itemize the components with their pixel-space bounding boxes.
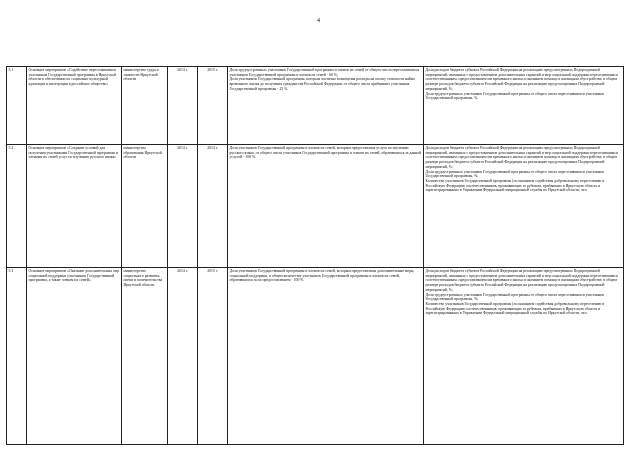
row-number: 5.3 <box>7 268 27 445</box>
indicators: Доля расходов бюджета субъекта Российской Федерации на реализацию предусмотренных Подпрограммой мероприятий, связанных с предоставлением дополнительных гарантий и мер социальной поддержки переселившимся соотечественникам, предоставлением им временного жилья и оказанием помощи в жилищном обустройстве, в общем размере расходов бюджета субъекта Российской Федерации на реализацию предусмотренных Подпрограммой мероприятий, %; Доля трудоустроенных участников Государственной программы от общего числа переселившихся участников Государственной программы, %; Количество участников Государственной программы (за оказанием содействия добровольному переселению в Российскую Федерацию соотечественников, проживающих за рубежом, прибывших в Иркутскую область и зарегистрированных в Управлении Федеральной миграционной службы по Иркутской области, чел. <box>424 268 624 445</box>
executor: министерство труда и занятости Иркутской области <box>122 67 168 145</box>
start-year: 2014 г. <box>168 67 198 145</box>
end-year: 2014 г. <box>198 145 228 268</box>
executor: министерство образования Иркутской области <box>122 145 168 268</box>
expected-result: Доля участников Государственной программы и членов их семей, которым предоставлены дополнительные меры социальной поддержки, в общем количестве участников Государственной программы и членов их семей, обратившихся за их предоставлением - 100 % <box>228 268 424 445</box>
measure-name: Основное мероприятие «Содействие переселявшимся участникам Государственной программы в Иркутской области в обеспечении их социально-культурной адаптации и интеграции в российское общество» <box>27 67 122 145</box>
end-year: 2015 г. <box>198 67 228 145</box>
indicators: Доля расходов бюджета субъекта Российской Федерации на реализацию предусмотренных Подпрограммой мероприятий, связанных с предоставлением дополнительных гарантий и мер социальной поддержки переселившимся соотечественникам, предоставлением им временного жилья и оказанием помощи в жилищном обустройстве, в общем размере расходов бюджета субъекта Российской Федерации на реализацию предусмотренных Подпрограммой мероприятий, %; Доля трудоустроенных участников Государственной программы от общего числа переселившихся участников Государственной программы, %; Количество участников Государственной программы (за оказанием содействия добровольному переселению в Российскую Федерацию соотечественников, проживающих за рубежом, прибывших в Иркутскую область и зарегистрированных в Управлении Федеральной миграционной службы по Иркутской области, чел. <box>424 145 624 268</box>
expected-result: Доля трудоустроенных участников Государственной программы и членов их семей от общего числа переселившихся участников Государственной программы и членов их семей - 60 %; Доля участников Государственной программы, которым частично возмещены расходы на оплату стоимости найма временного жилья до получения гражданства Российской Федерации, от общего числа прибывших участников Государственной программы - 25 %. <box>228 67 424 145</box>
table-row <box>7 67 624 145</box>
expected-result: Доля участников Государственной программы и членов их семей, которым предоставлена услуга по изучению русского языка, от общего числа участников Государственной программы и членов их семей, обратившихся за данной услугой - 100 % <box>228 145 424 268</box>
measure-name: Основное мероприятие «Оказание дополнительных мер социальной поддержки участникам Государственной программы, а также членам их семей» <box>27 268 122 445</box>
measure-name: Основное мероприятие «Создание условий для получения участниками Государственной программы и членами их семей услуг по изучению русского языка» <box>27 145 122 268</box>
row-number: 5.1 <box>7 67 27 145</box>
page-number: 4 <box>317 18 320 24</box>
executor: министерство социального развития, опеки и попечительства Иркутской области <box>122 268 168 445</box>
table-row <box>7 268 624 445</box>
table-row <box>7 145 624 268</box>
row-number: 5.2 <box>7 145 27 268</box>
end-year: 2015 г. <box>198 268 228 445</box>
measures-table <box>6 66 624 445</box>
start-year: 2014 г. <box>168 268 198 445</box>
start-year: 2014 г. <box>168 145 198 268</box>
indicators: Доля расходов бюджета субъекта Российской Федерации на реализацию предусмотренных Подпрограммой мероприятий, связанных с предоставлением дополнительных гарантий и мер социальной поддержки переселившимся соотечественникам, предоставлением им временного жилья и оказанием помощи в жилищном обустройстве, в общем размере расходов бюджета субъекта Российской Федерации на реализацию предусмотренных Подпрограммой мероприятий, %; Доля трудоустроенных участников Государственной программы от общего числа переселившихся участников Государственной программы, %. <box>424 67 624 145</box>
